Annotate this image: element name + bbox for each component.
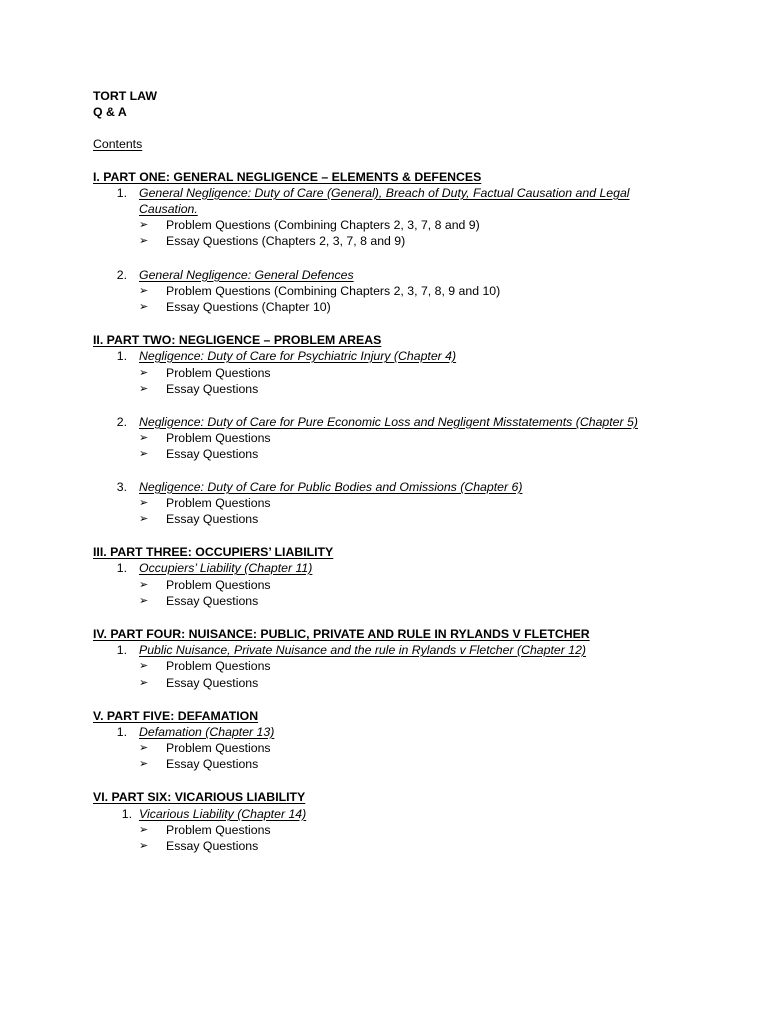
arrow-bullet-icon: ➢	[139, 235, 149, 247]
question-item: Problem Questions	[166, 823, 271, 837]
arrow-bullet-icon: ➢	[139, 301, 149, 313]
arrow-bullet-icon: ➢	[139, 219, 149, 231]
arrow-bullet-icon: ➢	[139, 758, 149, 770]
question-item: Essay Questions	[166, 676, 259, 690]
question-item: Problem Questions	[166, 659, 271, 673]
section-heading-6: VI. PART SIX: VICARIOUS LIABILITY	[93, 790, 306, 804]
arrow-bullet-icon: ➢	[139, 367, 149, 379]
section-heading-4: IV. PART FOUR: NUISANCE: PUBLIC, PRIVATE AND RULE IN RYLANDS V FLETCHER	[93, 627, 590, 641]
arrow-bullet-icon: ➢	[139, 742, 149, 754]
arrow-bullet-icon: ➢	[139, 824, 149, 836]
item-title: Public Nuisance, Private Nuisance and the rule in Rylands v Fletcher (Chapter 12)	[139, 643, 587, 657]
arrow-bullet-icon: ➢	[139, 677, 149, 689]
section-heading-2: II. PART TWO: NEGLIGENCE – PROBLEM AREAS	[93, 333, 382, 347]
question-item: Problem Questions	[166, 431, 271, 445]
question-item: Problem Questions (Combining Chapters 2, 3, 7, 8 and 9)	[166, 218, 480, 232]
item-title: Negligence: Duty of Care for Public Bodies and Omissions (Chapter 6)	[139, 480, 523, 494]
item-title: Negligence: Duty of Care for Psychiatric Injury (Chapter 4)	[139, 349, 457, 363]
question-item: Problem Questions	[166, 741, 271, 755]
doc-subtitle: Q & A	[93, 105, 127, 119]
arrow-bullet-icon: ➢	[139, 285, 149, 297]
item-title: Negligence: Duty of Care for Pure Economic Loss and Negligent Misstatements (Chapter 5)	[139, 415, 638, 429]
item-title: General Negligence: Duty of Care (General), Breach of Duty, Factual Causation and Legal	[139, 186, 630, 200]
question-item: Essay Questions	[166, 594, 259, 608]
item-number: 1.	[116, 561, 127, 575]
item-number: 1.	[116, 186, 127, 200]
question-item: Essay Questions	[166, 382, 259, 396]
item-number: 1.	[116, 725, 127, 739]
question-item: Problem Questions (Combining Chapters 2, 3, 7, 8, 9 and 10)	[166, 284, 501, 298]
item-title: Defamation (Chapter 13)	[139, 725, 275, 739]
arrow-bullet-icon: ➢	[139, 432, 149, 444]
arrow-bullet-icon: ➢	[139, 595, 149, 607]
arrow-bullet-icon: ➢	[139, 840, 149, 852]
question-item: Essay Questions	[166, 512, 259, 526]
arrow-bullet-icon: ➢	[139, 513, 149, 525]
section-heading-5: V. PART FIVE: DEFAMATION	[93, 709, 259, 723]
item-number: 1.	[116, 643, 127, 657]
contents-label: Contents	[93, 137, 143, 151]
item-number: 1.	[116, 349, 127, 363]
section-heading-3: III. PART THREE: OCCUPIERS’ LIABILITY	[93, 545, 334, 559]
item-number: 2.	[116, 415, 127, 429]
item-title: Vicarious Liability (Chapter 14)	[139, 807, 307, 821]
arrow-bullet-icon: ➢	[139, 660, 149, 672]
arrow-bullet-icon: ➢	[139, 383, 149, 395]
question-item: Problem Questions	[166, 366, 271, 380]
question-item: Essay Questions (Chapters 2, 3, 7, 8 and 9)	[166, 234, 406, 248]
question-item: Essay Questions (Chapter 10)	[166, 300, 331, 314]
arrow-bullet-icon: ➢	[139, 448, 149, 460]
question-item: Essay Questions	[166, 757, 259, 771]
item-number: 1.	[121, 807, 132, 821]
question-item: Problem Questions	[166, 496, 271, 510]
item-title: Occupiers’ Liability (Chapter 11)	[139, 561, 313, 575]
item-number: 3.	[116, 480, 127, 494]
item-title-continued: Causation.	[139, 202, 198, 216]
question-item: Essay Questions	[166, 839, 259, 853]
section-heading-1: I. PART ONE: GENERAL NEGLIGENCE – ELEMENTS & DEFENCES	[93, 170, 482, 184]
arrow-bullet-icon: ➢	[139, 497, 149, 509]
item-title: General Negligence: General Defences	[139, 268, 354, 282]
item-number: 2.	[116, 268, 127, 282]
question-item: Problem Questions	[166, 578, 271, 592]
arrow-bullet-icon: ➢	[139, 579, 149, 591]
doc-title: TORT LAW	[93, 89, 157, 103]
question-item: Essay Questions	[166, 447, 259, 461]
